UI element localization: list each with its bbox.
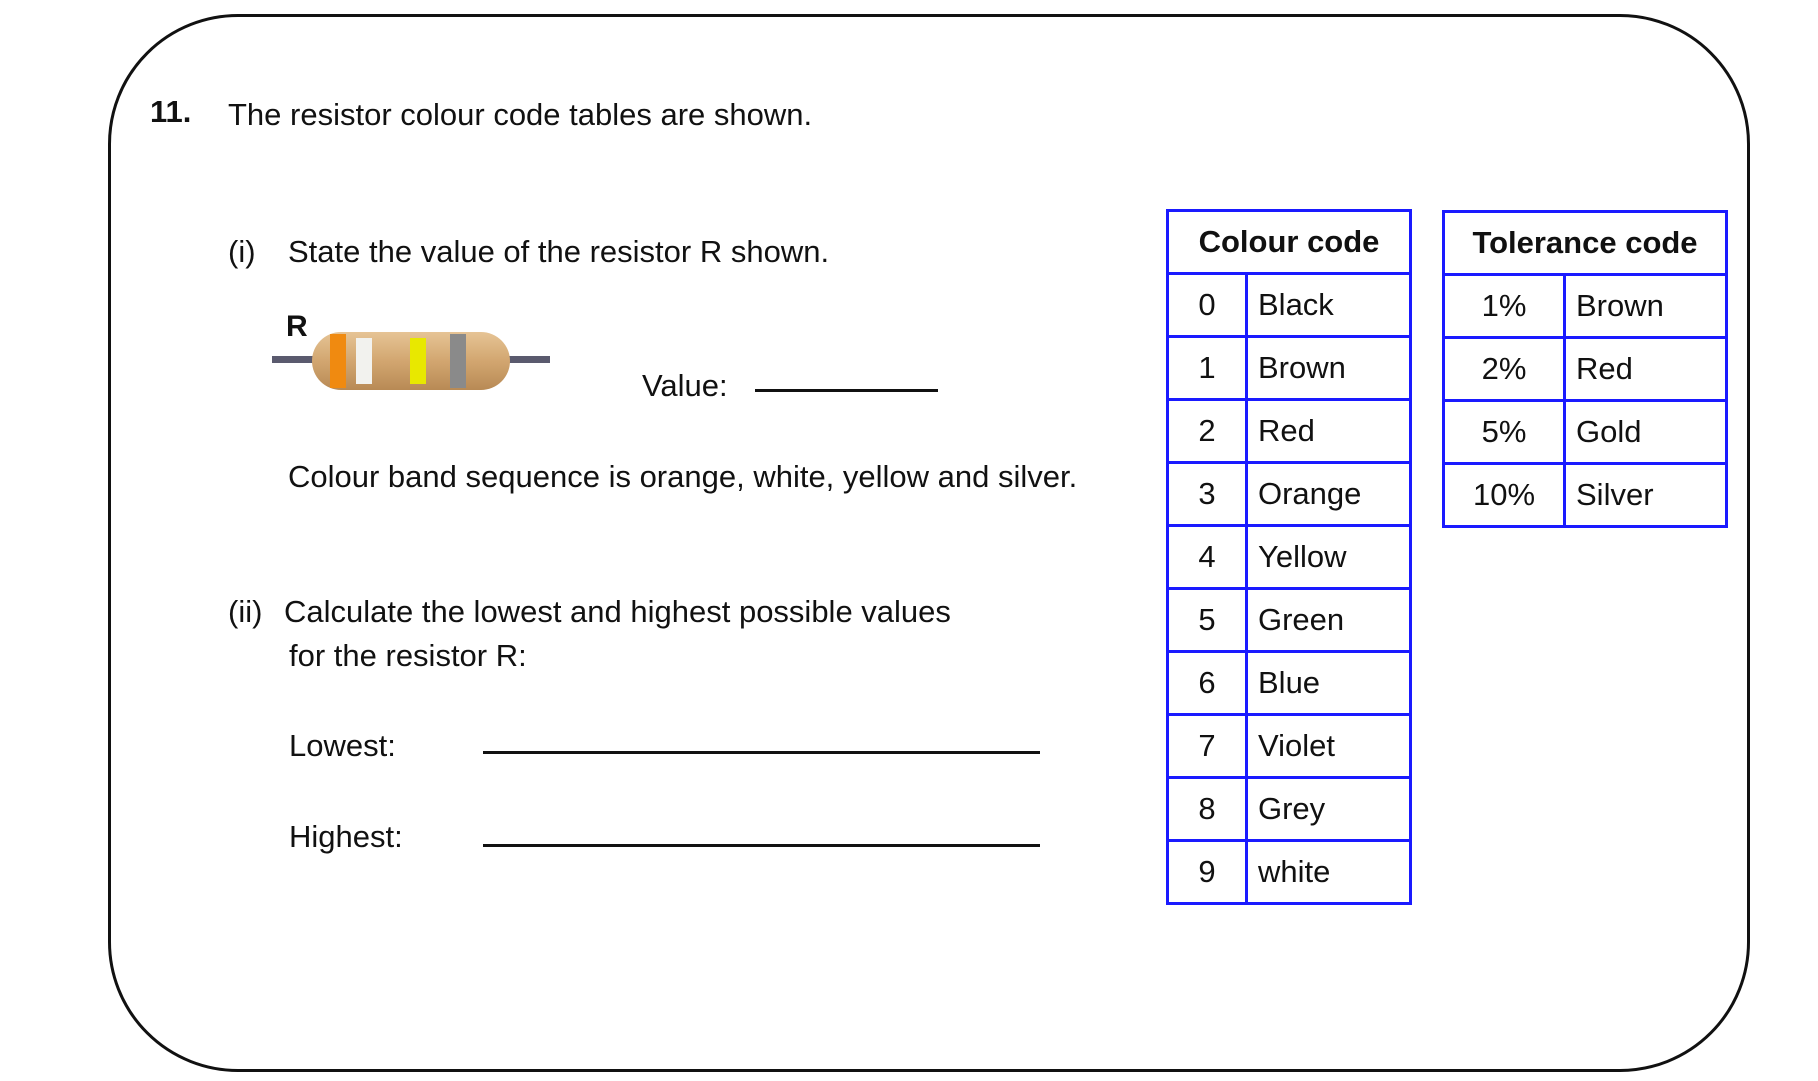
lowest-label: Lowest: xyxy=(289,728,396,763)
code-cell: 2% xyxy=(1444,338,1565,401)
question-frame xyxy=(108,14,1750,1072)
code-cell: 6 xyxy=(1168,652,1247,715)
table-row xyxy=(1168,337,1411,400)
band-sequence-text: Colour band sequence is orange, white, yellow and silver. xyxy=(288,459,1078,494)
table-row xyxy=(1168,463,1411,526)
lowest-answer-line[interactable] xyxy=(483,751,1040,754)
colour-code-table xyxy=(1166,209,1412,905)
resistor-image xyxy=(270,320,552,400)
resistor-band xyxy=(356,338,372,384)
colour-cell: Yellow xyxy=(1247,526,1411,589)
table-row xyxy=(1444,464,1727,527)
code-cell: 5% xyxy=(1444,401,1565,464)
table-row xyxy=(1444,401,1727,464)
part-ii-prompt-1: Calculate the lowest and highest possible values xyxy=(284,594,951,629)
table-row xyxy=(1168,715,1411,778)
part-ii-label: (ii) xyxy=(228,594,263,629)
colour-cell: Orange xyxy=(1247,463,1411,526)
resistor-band xyxy=(410,338,426,384)
part-i-prompt: State the value of the resistor R shown. xyxy=(288,234,830,269)
question-intro: The resistor colour code tables are shown. xyxy=(228,97,813,132)
code-cell: 1 xyxy=(1168,337,1247,400)
table-row xyxy=(1168,400,1411,463)
code-cell: 4 xyxy=(1168,526,1247,589)
resistor-label: R xyxy=(286,310,308,343)
colour-cell: Silver xyxy=(1565,464,1727,527)
table-row xyxy=(1168,778,1411,841)
value-label: Value: xyxy=(642,368,728,403)
part-ii-prompt-2: for the resistor R: xyxy=(289,638,527,673)
colour-cell: Black xyxy=(1247,274,1411,337)
resistor-band xyxy=(330,334,346,388)
code-cell: 3 xyxy=(1168,463,1247,526)
question-number: 11. xyxy=(150,94,192,129)
tolerance-code-table xyxy=(1442,210,1728,528)
colour-cell: Brown xyxy=(1247,337,1411,400)
colour-cell: Red xyxy=(1565,338,1727,401)
colour-cell: Red xyxy=(1247,400,1411,463)
code-cell: 1% xyxy=(1444,275,1565,338)
resistor-band xyxy=(450,334,466,388)
highest-label: Highest: xyxy=(289,819,403,854)
colour-cell: Brown xyxy=(1565,275,1727,338)
table-row xyxy=(1444,275,1727,338)
part-i-label: (i) xyxy=(228,234,256,269)
code-cell: 7 xyxy=(1168,715,1247,778)
colour-cell: Grey xyxy=(1247,778,1411,841)
colour-cell: Violet xyxy=(1247,715,1411,778)
code-cell: 5 xyxy=(1168,589,1247,652)
table-row xyxy=(1168,526,1411,589)
value-answer-line[interactable] xyxy=(755,389,938,392)
tolerance-code-header: Tolerance code xyxy=(1444,212,1727,275)
code-cell: 0 xyxy=(1168,274,1247,337)
colour-cell: Green xyxy=(1247,589,1411,652)
table-row xyxy=(1168,841,1411,904)
code-cell: 8 xyxy=(1168,778,1247,841)
colour-code-header: Colour code xyxy=(1168,211,1411,274)
colour-cell: white xyxy=(1247,841,1411,904)
table-row xyxy=(1168,652,1411,715)
code-cell: 2 xyxy=(1168,400,1247,463)
table-row xyxy=(1444,338,1727,401)
code-cell: 9 xyxy=(1168,841,1247,904)
table-row xyxy=(1168,589,1411,652)
colour-cell: Blue xyxy=(1247,652,1411,715)
table-row xyxy=(1168,274,1411,337)
highest-answer-line[interactable] xyxy=(483,844,1040,847)
colour-cell: Gold xyxy=(1565,401,1727,464)
code-cell: 10% xyxy=(1444,464,1565,527)
